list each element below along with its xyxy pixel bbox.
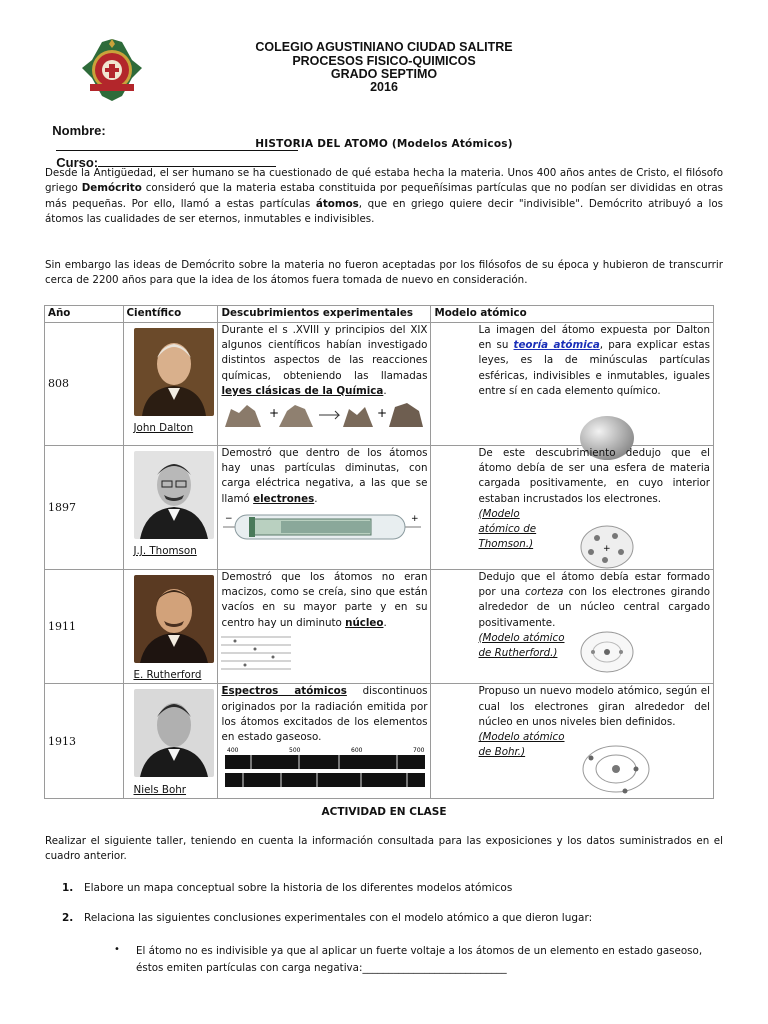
model-text: De este descubrimiento dedujo que el átomo debía de ser una esfera de materia cargada positivamente, en cuyo interior estaban incrustados los electrones. bbox=[478, 447, 710, 505]
gold-foil-grid-icon bbox=[221, 631, 291, 675]
row-year: 1897 bbox=[45, 446, 124, 570]
scientist-name: E. Rutherford bbox=[133, 669, 202, 682]
model-text: Dedujo que el átomo debía estar formado por una corteza con los electrones girando alrededor de un núcleo central cargado positivamente. bbox=[478, 571, 710, 629]
table-row bbox=[45, 570, 714, 684]
answer-blank[interactable]: ____________________________ bbox=[362, 962, 507, 974]
scientist-name: J.J. Thomson bbox=[133, 545, 197, 558]
thomson-model-icon bbox=[579, 524, 635, 570]
name-label: Nombre: bbox=[52, 123, 106, 138]
scientist-cell bbox=[123, 446, 218, 570]
model-caption: (Modelo atómico de Bohr.) bbox=[478, 731, 565, 759]
table-row bbox=[45, 684, 714, 798]
row-year: 808 bbox=[45, 323, 124, 446]
atomic-spectrum-icon bbox=[221, 745, 427, 789]
grade-label: GRADO SEPTIMO bbox=[330, 67, 438, 81]
model-cell bbox=[431, 323, 714, 446]
svg-text:+: + bbox=[603, 544, 612, 554]
spectrum-tick: 700 bbox=[413, 747, 425, 755]
svg-text:+: + bbox=[411, 513, 420, 524]
spectrum-tick: 500 bbox=[289, 747, 301, 755]
header-discoveries: Descubrimientos experimentales bbox=[218, 306, 431, 323]
course-label: Curso: bbox=[56, 155, 99, 170]
scientist-cell bbox=[123, 323, 218, 446]
scientist-cell bbox=[123, 570, 218, 684]
year-label: 2016 bbox=[370, 80, 398, 94]
activity-title: ACTIVIDAD EN CLASE bbox=[321, 806, 447, 818]
scientist-name: John Dalton bbox=[133, 422, 194, 435]
svg-text:+: + bbox=[377, 406, 388, 421]
reaction-illustration bbox=[221, 399, 426, 429]
intro-paragraph-2: Sin embargo las ideas de Demócrito sobre la materia no fueron aceptadas por los filósofos de su época y hubieron de transcurrir cerca de 2200 años para que la idea de los átomos fuera tomada de nuevo en consideración. bbox=[45, 259, 723, 287]
discovery-cell bbox=[218, 684, 431, 798]
discovery-cell bbox=[218, 323, 431, 446]
discovery-text: Demostró que dentro de los átomos hay unas partículas diminutas, con carga eléctrica negativa, a las que se llamó electrones. bbox=[221, 447, 428, 505]
subject-name: PROCESOS FISICO-QUIMICOS bbox=[292, 54, 476, 68]
table-row bbox=[45, 446, 714, 570]
model-text: Propuso un nuevo modelo atómico, según el cual los electrones giran alrededor del núcleo en unos niveles bien definidos. bbox=[478, 685, 710, 728]
school-name: COLEGIO AGUSTINIANO CIUDAD SALITRE bbox=[255, 40, 513, 54]
scientist-name: Niels Bohr bbox=[133, 783, 187, 796]
activity-intro: Realizar el siguiente taller, teniendo en cuenta la información consultada para las exposiciones y los datos suministrados en el cuadro anterior. bbox=[45, 835, 723, 863]
rutherford-model-icon bbox=[579, 630, 635, 674]
thomson-portrait bbox=[134, 451, 214, 539]
table-header-row bbox=[45, 306, 714, 323]
page-title: HISTORIA DEL ATOMO (Modelos Atómicos) bbox=[255, 138, 513, 150]
model-caption: (Modelo atómico de Thomson.) bbox=[478, 507, 537, 551]
bohr-model-icon bbox=[581, 744, 651, 794]
model-cell bbox=[431, 570, 714, 684]
bullet-icon: • bbox=[114, 944, 120, 955]
discovery-text: Espectros atómicos discontinuos originados por la radiación emitida por los átomos excitados de los elementos en estado gaseoso. bbox=[221, 685, 428, 744]
row-year: 1911 bbox=[45, 570, 124, 684]
activity-bullet: El átomo no es indivisible ya que al aplicar un fuerte voltaje a los átomos de un elemento en estado gaseoso, éstos emiten partículas con carga negativa:____________________________ bbox=[136, 945, 703, 974]
atomic-models-table bbox=[44, 305, 714, 799]
model-caption: (Modelo atómico de Rutherford.) bbox=[478, 631, 565, 660]
table-row bbox=[45, 323, 714, 446]
model-cell bbox=[431, 446, 714, 570]
activity-item-2: 2. Relaciona las siguientes conclusiones experimentales con el modelo atómico a que dieron lugar: bbox=[62, 912, 593, 924]
discovery-cell bbox=[218, 570, 431, 684]
activity-item-1: 1. Elabore un mapa conceptual sobre la historia de los diferentes modelos atómicos bbox=[62, 882, 513, 894]
discovery-cell bbox=[218, 446, 431, 570]
cathode-ray-tube-icon bbox=[221, 507, 426, 547]
svg-text:−: − bbox=[225, 513, 234, 524]
header-scientist: Científico bbox=[123, 306, 218, 323]
discovery-text: Demostró que los átomos no eran macizos, como se creía, sino que están vacíos en su mayor parte y en su centro hay un diminuto núcleo. bbox=[221, 571, 428, 629]
rutherford-portrait bbox=[134, 575, 214, 663]
spectrum-tick: 400 bbox=[227, 747, 239, 755]
discovery-text: Durante el s .XVIII y principios del XIX algunos científicos habían investigado distintos aspectos de las reacciones químicas, obteniendo las llamadas leyes clásicas de la Química. bbox=[221, 324, 428, 397]
model-cell bbox=[431, 684, 714, 798]
svg-text:+: + bbox=[269, 406, 280, 421]
row-year: 1913 bbox=[45, 684, 124, 798]
spectrum-tick: 600 bbox=[351, 747, 363, 755]
header-year: Año bbox=[45, 306, 124, 323]
header-model: Modelo atómico bbox=[431, 306, 714, 323]
model-text: La imagen del átomo expuesta por Dalton en su teoría atómica, para explicar estas leyes, es la de minúsculas partículas esféricas, indivisibles e inmutables, iguales entre sí en cada elemento químico. bbox=[478, 324, 710, 397]
intro-paragraph-1: Desde la Antigüedad, el ser humano se ha cuestionado de qué estaba hecha la materia. Unos 400 años antes de Cristo, el filósofo griego Demócrito consideró que la materia estaba constituida por pequeñísimas partículas que no podían ser divididas en otras más pequeñas. Por ello, llamó a estas partículas átomos, que en griego quiere decir "indivisible". Demócrito atribuyó a los átomos las cualidades de ser eternos, inmutables e indivisibles. bbox=[45, 167, 724, 226]
scientist-cell bbox=[123, 684, 218, 798]
bohr-portrait bbox=[134, 689, 214, 777]
dalton-portrait bbox=[134, 328, 214, 416]
